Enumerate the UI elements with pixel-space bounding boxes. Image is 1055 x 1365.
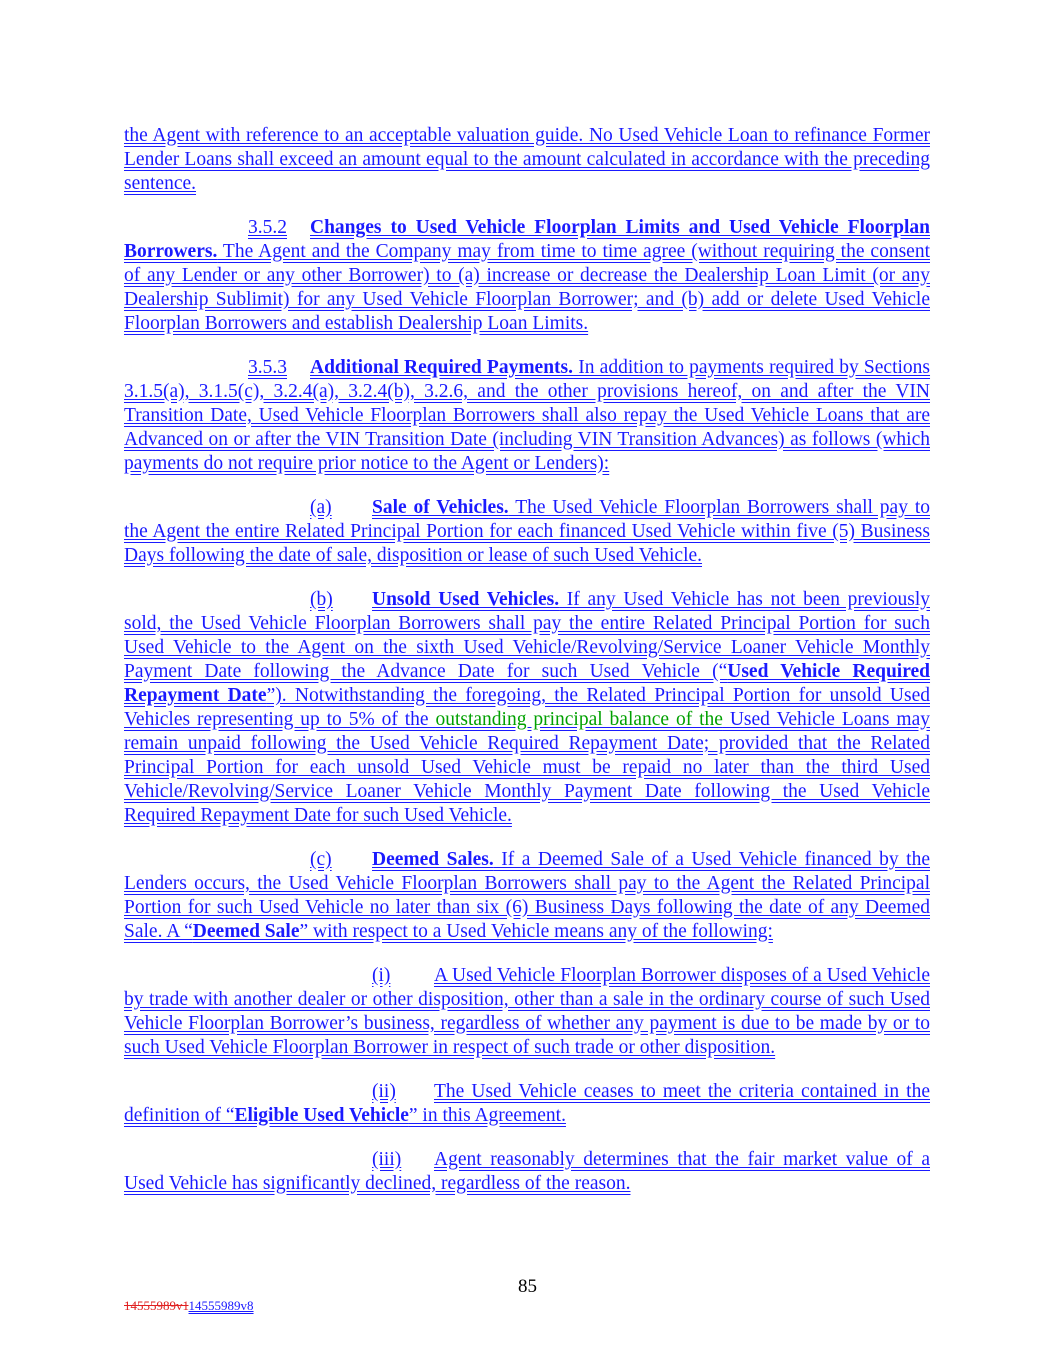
clause-number: (a) — [310, 497, 332, 518]
section-number: 3.5.3 — [248, 357, 287, 378]
section-3-5-3 — [124, 356, 930, 476]
clause-number: (b) — [310, 589, 333, 610]
clause-c — [124, 848, 930, 944]
paragraph-continuation — [124, 124, 930, 196]
section-text: The Agent and the Company may from time to time agree (without requiring the consent of any Lender or any other Borrower) to (a) increase or decrease the Dealership Loan Limit (or any Dealership Sublimit) for any Used Vehicle Floorplan Borrower; and (b) add or delete Used Vehicle Floorplan Borrowers and establish Dealership Loan Limits. — [124, 241, 930, 334]
defined-term: Used Vehicle Required Repayment Date — [124, 661, 931, 706]
subclause-number: (i) — [372, 965, 391, 986]
page-number: 85 — [518, 1276, 537, 1297]
subclause-text: The Used Vehicle ceases to meet the criteria contained in the definition of “ — [124, 1081, 930, 1126]
subclause-text: Agent reasonably determines that the fair market value of a Used Vehicle has significantly declined, regardless of the reason. — [124, 1149, 930, 1194]
clause-text: The Used Vehicle Floorplan Borrowers shall pay to the Agent the entire Related Principal Portion for each financed Used Vehicle within five (5) Business Days following the date of sale, disposition or lease of such Used Vehicle. — [124, 497, 930, 566]
defined-term: Deemed Sale — [192, 921, 300, 942]
section-heading: Changes to Used Vehicle Floorplan Limits and Used Vehicle Floorplan Borrowers. — [124, 217, 930, 262]
subclause-text: ” in this Agreement. — [408, 1105, 566, 1126]
section-number: 3.5.2 — [248, 217, 287, 238]
subclause-number: (iii) — [372, 1149, 402, 1170]
clause-heading: Deemed Sales. — [372, 849, 494, 870]
deleted-document-id: 14555989v1 — [124, 1298, 189, 1313]
inserted-document-id: 14555989v8 — [188, 1298, 254, 1313]
subclause-ii — [124, 1080, 930, 1128]
subclause-i — [124, 964, 930, 1060]
clause-heading: Sale of Vehicles. — [372, 497, 509, 518]
clause-number: (c) — [310, 849, 332, 870]
clause-text: Used Vehicle Loans may remain unpaid following the Used Vehicle Required Repayment Date; provided that the Related Principal Portion for each unsold Used Vehicle must be repaid no later than the third Used Vehicle/Revolving/Service Loaner Vehicle Monthly Payment Date following the Used Vehicle Required Repayment Date for such Used Vehicle. — [124, 709, 930, 826]
document-body — [124, 124, 930, 1216]
subclause-number: (ii) — [372, 1081, 396, 1102]
clause-a — [124, 496, 930, 568]
section-3-5-2 — [124, 216, 930, 336]
subclause-iii — [124, 1148, 930, 1196]
section-text: In addition to payments required by Sections 3.1.5(a), 3.1.5(c), 3.2.4(a), 3.2.4(b), 3.2.6, and the other provisions hereof, on and after the VIN Transition Date, Used Vehicle Floorplan Borrowers shall also repay the Used Vehicle Loans that are Advanced on or after the VIN Transition Date (including VIN Transition Advances) as follows (which payments do not require prior notice to the Agent or Lenders): — [124, 357, 931, 474]
subclause-text: A Used Vehicle Floorplan Borrower disposes of a Used Vehicle by trade with another dealer or other disposition, other than a sale in the ordinary course of such Used Vehicle Floorplan Borrower’s business, regardless of whether any payment is due to be made by or to such Used Vehicle Floorplan Borrower in respect of such trade or other disposition. — [124, 965, 930, 1058]
paragraph-text: the Agent with reference to an acceptable valuation guide. No Used Vehicle Loan to refinance Former Lender Loans shall exceed an amount equal to the amount calculated in accordance with the preceding sentence. — [124, 125, 930, 194]
document-id — [124, 1298, 254, 1314]
clause-text: ” with respect to a Used Vehicle means any of the following: — [299, 921, 773, 942]
section-heading: Additional Required Payments. — [310, 357, 574, 378]
clause-text: If a Deemed Sale of a Used Vehicle financed by the Lenders occurs, the Used Vehicle Floorplan Borrowers shall pay to the Agent the Related Principal Portion for such Used Vehicle no later than six (6) Business Days following the date of any Deemed Sale. A “ — [124, 849, 930, 942]
clause-text: ”). Notwithstanding the foregoing, the Related Principal Portion for unsold Used Vehicles representing up to 5% of the — [124, 685, 930, 730]
clause-b — [124, 588, 930, 828]
moved-text: outstanding principal balance of the — [435, 709, 723, 730]
clause-heading: Unsold Used Vehicles. — [372, 589, 560, 610]
clause-text: If any Used Vehicle has not been previously sold, the Used Vehicle Floorplan Borrowers shall pay the entire Related Principal Portion for such Used Vehicle to the Agent on the sixth Used Vehicle/Revolving/Service Loaner Vehicle Monthly Payment Date following the Advance Date for such Used Vehicle (“ — [124, 589, 930, 682]
defined-term: Eligible Used Vehicle — [234, 1105, 409, 1126]
